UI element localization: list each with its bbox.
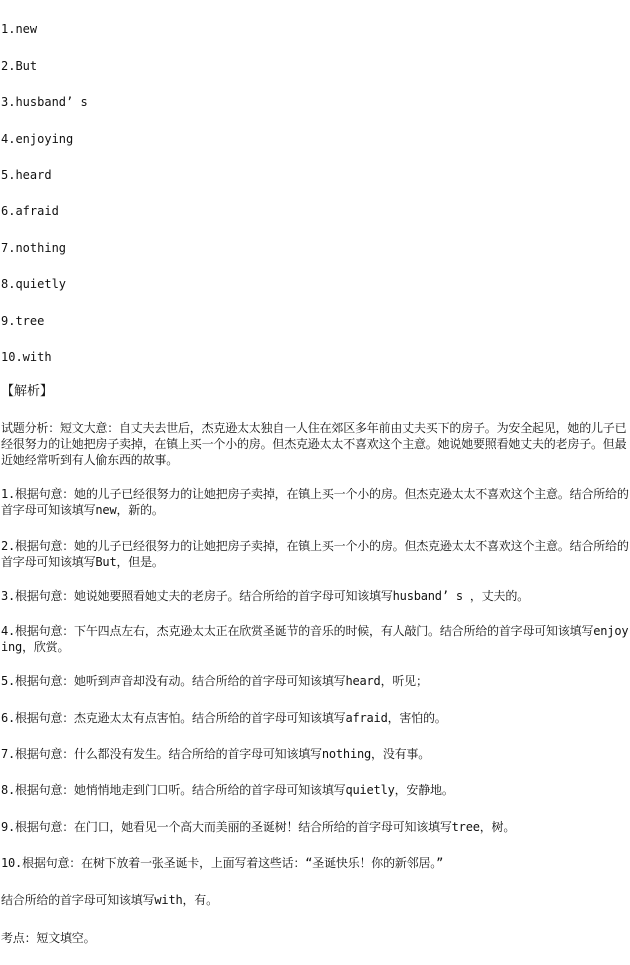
answer-item-3: 3.husband’ s	[1, 95, 88, 109]
explanation-3: 3.根据句意：她说她要照看她丈夫的老房子。结合所给的首字母可知该填写husband’ s ，丈夫的。	[1, 589, 529, 603]
answer-item-8: 8.quietly	[1, 277, 67, 291]
analysis-heading: 【解析】	[1, 384, 54, 399]
answer-item-1: 1.new	[1, 22, 38, 36]
answer-item-7: 7.nothing	[1, 241, 67, 255]
answer-item-10: 10.with	[1, 350, 52, 364]
answer-item-9: 9.tree	[1, 314, 45, 328]
explanation-1: 1.根据句意：她的儿子已经很努力的让她把房子卖掉，在镇上买一个小的房。但杰克逊太太不喜欢这个主意。结合所给的首字母可知该填写new，新的。	[1, 487, 629, 517]
explanation-2: 2.根据句意：她的儿子已经很努力的让她把房子卖掉，在镇上买一个小的房。但杰克逊太太不喜欢这个主意。结合所给的首字母可知该填写But，但是。	[1, 539, 629, 569]
explanation-5: 5.根据句意：她听到声音却没有动。结合所给的首字母可知该填写heard，听见；	[1, 674, 428, 688]
explanation-6: 6.根据句意：杰克逊太太有点害怕。结合所给的首字母可知该填写afraid，害怕的。	[1, 711, 447, 725]
explanation-10: 10.根据句意：在树下放着一张圣诞卡，上面写着这些话：“圣诞快乐！你的新邻居。”	[1, 856, 444, 870]
summary-paragraph: 试题分析：短文大意：自丈夫去世后，杰克逊太太独自一人住在郊区多年前由丈夫买下的房子。为安全起见，她的儿子已经很努力的让她把房子卖掉，在镇上买一个小的房。但杰克逊太太不喜欢这个主意。她说她要照看她丈夫的老房子。但最近她经常听到有人偷东西的故事。	[1, 421, 627, 467]
keypoint-line: 考点：短文填空。	[1, 931, 96, 945]
explanation-4: 4.根据句意：下午四点左右，杰克逊太太正在欣赏圣诞节的音乐的时候，有人敲门。结合所给的首字母可知该填写enjoying，欣赏。	[1, 624, 629, 654]
answer-item-5: 5.heard	[1, 168, 52, 182]
answer-item-4: 4.enjoying	[1, 132, 74, 146]
explanation-10-continued: 结合所给的首字母可知该填写with，有。	[1, 893, 218, 907]
explanation-9: 9.根据句意：在门口，她看见一个高大而美丽的圣诞树！结合所给的首字母可知该填写tree，树。	[1, 820, 516, 834]
explanation-8: 8.根据句意：她悄悄地走到门口听。结合所给的首字母可知该填写quietly，安静地。	[1, 783, 454, 797]
answer-item-2: 2.But	[1, 59, 38, 73]
explanation-7: 7.根据句意：什么都没有发生。结合所给的首字母可知该填写nothing，没有事。	[1, 747, 431, 761]
answer-item-6: 6.afraid	[1, 204, 59, 218]
